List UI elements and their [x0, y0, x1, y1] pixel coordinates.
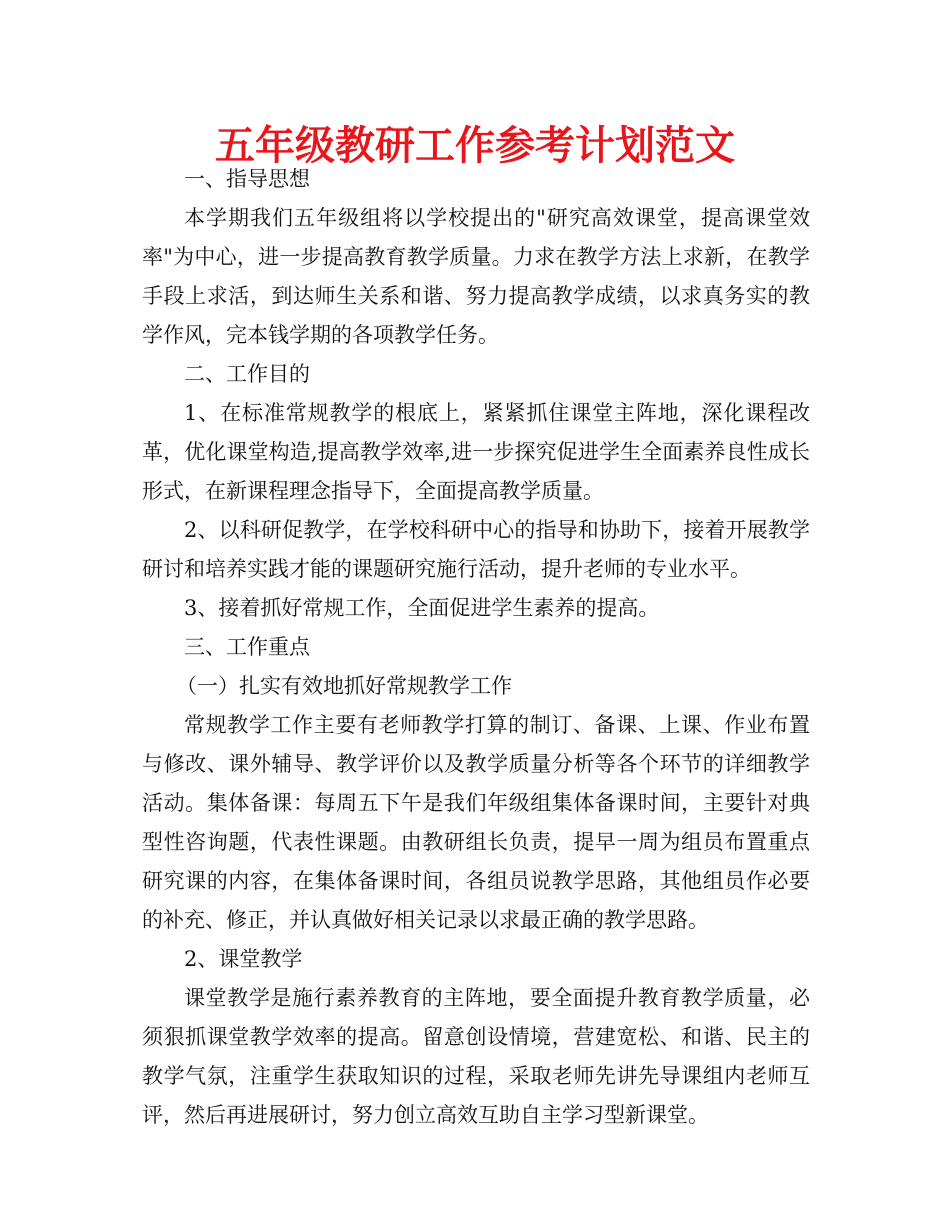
paragraph-classroom-teaching: 课堂教学是施行素养教育的主阵地，要全面提升教育教学质量，必须狠抓课堂教学效率的提高。留意创设情境，营建宽松、和谐、民主的教学气氛，注重学生获取知识的过程，采取老师先讲先导课组内老师互评，然后再进展研讨，努力创立高效互助自主学习型新课堂。	[142, 986, 810, 1127]
section-heading-guiding-thought: 一、指导思想	[184, 167, 310, 191]
section-heading-work-focus: 三、工作重点	[184, 635, 310, 659]
paragraph-goal-1: 1、在标准常规教学的根底上，紧紧抓住课堂主阵地，深化课程改革，优化课堂构造,提高教学效率,进一步探究促进学生全面素养良性成长形式，在新课程理念指导下，全面提高教学质量。	[142, 401, 810, 503]
document-body	[142, 160, 810, 1135]
subheading-routine-teaching: （一）扎实有效地抓好常规教学工作	[176, 674, 512, 698]
paragraph-goal-3: 3、接着抓好常规工作，全面促进学生素养的提高。	[184, 596, 660, 620]
document-title: 五年级教研工作参考计划范文	[215, 122, 735, 169]
paragraph-guiding-thought: 本学期我们五年级组将以学校提出的"研究高效课堂，提高课堂效率"为中心，进一步提高教育教学质量。力求在教学方法上求新，在教学手段上求活，到达师生关系和谐、努力提高教学成绩，以求真务实的教学作风，完本钱学期的各项教学任务。	[142, 206, 810, 347]
item-heading-classroom-teaching: 2、课堂教学	[184, 947, 303, 971]
paragraph-routine-teaching: 常规教学工作主要有老师教学打算的制订、备课、上课、作业布置与修改、课外辅导、教学评价以及教学质量分析等各个环节的详细教学活动。集体备课：每周五下午是我们年级组集体备课时间，主要针对典型性咨询题，代表性课题。由教研组长负责，提早一周为组员布置重点研究课的内容，在集体备课时间，各组员说教学思路，其他组员作必要的补充、修正，并认真做好相关记录以求最正确的教学思路。	[142, 713, 810, 932]
paragraph-goal-2: 2、以科研促教学，在学校科研中心的指导和协助下，接着开展教学研讨和培养实践才能的课题研究施行活动，提升老师的专业水平。	[142, 518, 810, 581]
section-heading-work-goals: 二、工作目的	[184, 362, 310, 386]
